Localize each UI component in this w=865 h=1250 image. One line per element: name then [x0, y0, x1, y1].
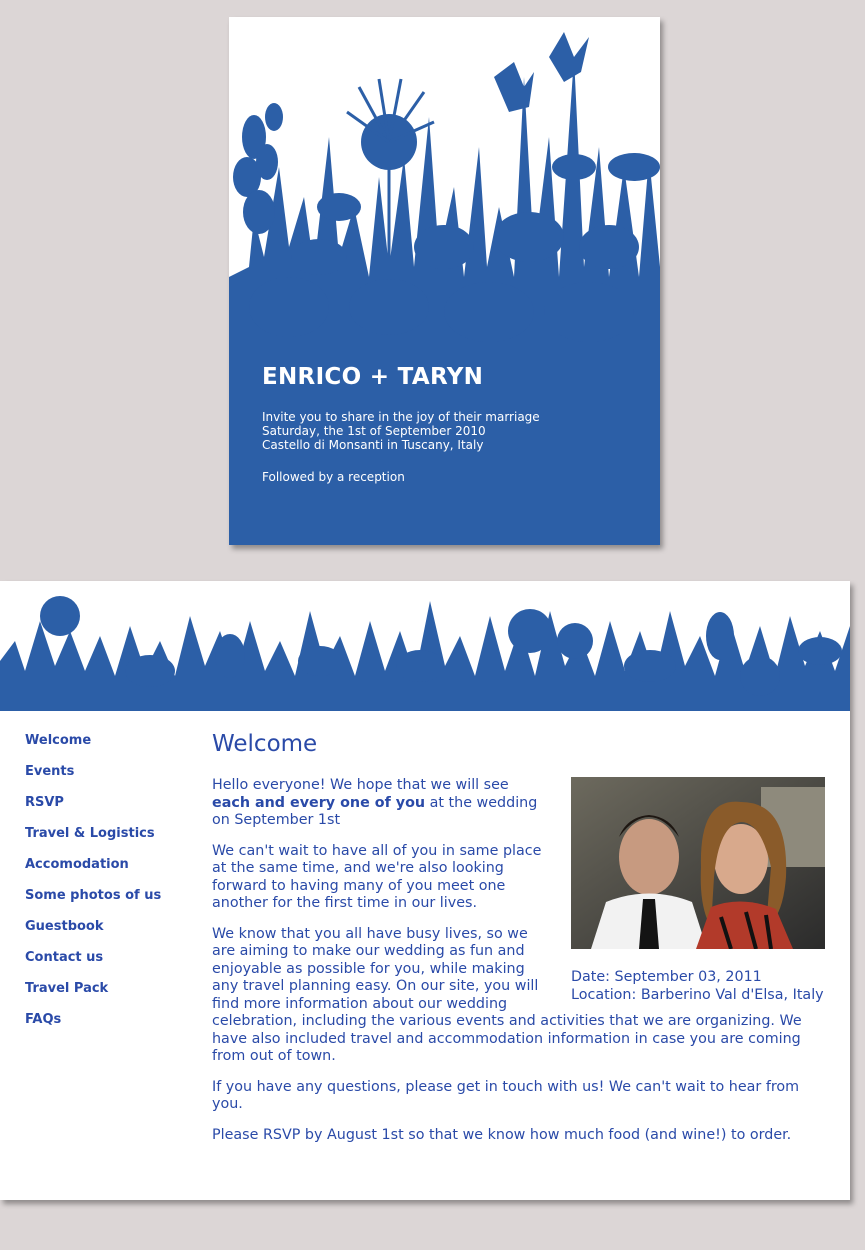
flower-silhouette-illustration [229, 17, 660, 367]
intro-text-start: Hello everyone! We hope that we will see [212, 777, 509, 793]
nav-item-travel-pack[interactable]: Travel Pack [25, 981, 109, 996]
nav-item-photos[interactable]: Some photos of us [25, 888, 162, 903]
website-preview [0, 581, 850, 1200]
couple-photo [571, 777, 825, 949]
intro-text-end: at the wedding on September 1st [212, 794, 538, 828]
nav-item-events[interactable]: Events [25, 764, 75, 779]
couple-names: ENRICO + TARYN [262, 364, 484, 390]
site-nav [25, 733, 161, 1043]
intro-emphasis: each and every one of you [212, 794, 426, 811]
nav-item-faqs[interactable]: FAQs [25, 1012, 62, 1027]
photo-date: Date: September 03, 2011 [571, 969, 762, 985]
photo-location: Location: Barberino Val d'Elsa, Italy [571, 987, 824, 1003]
flower-banner [0, 581, 850, 711]
invitation-line: Saturday, the 1st of September 2010 [262, 424, 486, 438]
page-title: Welcome [212, 731, 318, 757]
photo-block [571, 777, 825, 1003]
invitation-lines [262, 410, 540, 452]
nav-item-accomodation[interactable]: Accomodation [25, 857, 129, 872]
paragraph: Please RSVP by August 1st so that we know how much food (and wine!) to order. [212, 1126, 792, 1143]
paragraph: If you have any questions, please get in touch with us! We can't wait to hear from you. [212, 1078, 800, 1112]
nav-item-rsvp[interactable]: RSVP [25, 795, 64, 810]
invitation-line: Castello di Monsanti in Tuscany, Italy [262, 438, 484, 452]
photo-caption [571, 968, 825, 1004]
nav-item-welcome[interactable]: Welcome [25, 733, 92, 748]
paragraph: We can't wait to have all of you in same place at the same time, and we're also looking forward to having many of you meet one another for the first time in our lives. [212, 842, 542, 911]
nav-item-guestbook[interactable]: Guestbook [25, 919, 104, 934]
invitation-line: Invite you to share in the joy of their marriage [262, 410, 540, 424]
welcome-content [212, 777, 824, 1157]
paragraph: We know that you all have busy lives, so we are aiming to make our wedding as fun and enjoyable as possible for you, while making any travel planning easy. On our site, you will find more information about our wedding celebration, including the various events and activities that we are organizing. We have also included travel and accommodation information in case you are coming from out of town. [212, 925, 802, 1064]
nav-item-contact[interactable]: Contact us [25, 950, 104, 965]
nav-item-travel-logistics[interactable]: Travel & Logistics [25, 826, 155, 841]
invitation-card [229, 17, 660, 545]
reception-note: Followed by a reception [262, 470, 405, 484]
